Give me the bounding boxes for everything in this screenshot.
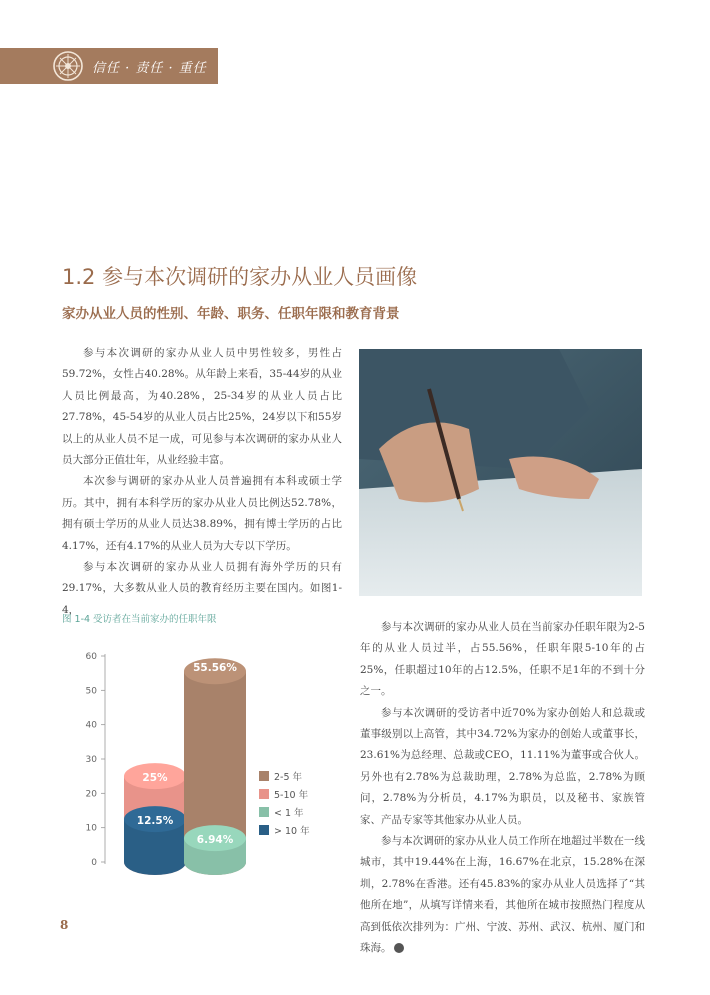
end-mark-icon [394, 943, 404, 953]
legend-swatch [259, 807, 269, 817]
page-number: 8 [60, 918, 69, 932]
y-tick-label: 40 [85, 720, 97, 731]
legend-label: 5-10 年 [274, 790, 309, 801]
paragraph: 参与本次调研的家办从业人员中男性较多，男性占59.72%，女性占40.28%。从年龄上来看，35-44岁的从业人员比例最高，为40.28%，25-34岁的从业人员占比27.78%，45-54岁的从业人员占比25%，24岁以下和55岁以上的从业人员不足一成，可见参与本次调研的家办从业人员大部分正值壮年，从业经验丰富。 [62, 347, 342, 467]
y-tick-label: 60 [85, 652, 97, 662]
tenure-bar-chart [62, 625, 352, 905]
figure-caption: 图 1-4 受访者在当前家办的任职年限 [62, 614, 217, 625]
paragraph: 参与本次调研的家办从业人员在当前家办任职年限为2-5年的从业人员过半，占55.56%，任职年限5-10年的占25%，任职超过10年的占12.5%，任职不足1年的不到十分之一。 [360, 621, 645, 698]
legend-swatch [259, 825, 269, 835]
right-column [360, 617, 645, 960]
section-subtitle: 家办从业人员的性别、年龄、职务、任职年限和教育背景 [62, 306, 400, 322]
legend-label: < 1 年 [274, 808, 304, 819]
y-tick-label: 30 [85, 755, 97, 765]
legend-label: 2-5 年 [274, 772, 303, 783]
paragraph: 参与本次调研的受访者中近70%为家办创始人和总裁或董事级别以上高管，其中34.72%为家办的创始人或董事长，23.61%为总经理、总裁或CEO，11.11%为董事或合伙人。另外也有2.78%为总裁助理，2.78%为总监，2.78%为顾问，2.78%为分析员，4.17%为职员，以及秘书、家族管家、产品专家等其他家办从业人员。 [360, 706, 645, 826]
legend-swatch [259, 789, 269, 799]
bar-5-10-label: 25% [142, 772, 168, 785]
ornament-emblem-icon [52, 50, 84, 82]
section-title: 1.2 参与本次调研的家办从业人员画像 [62, 265, 418, 289]
legend-label: > 10 年 [274, 826, 310, 837]
paragraph-text: 参与本次调研的家办从业人员工作所在地超过半数在一线城市，其中19.44%在上海，16.67%在北京，15.28%在深圳，2.78%在香港。还有45.83%的家办从业人员选择了“其他所在地”，从填写详情来看，其他所在城市按照热门程度从高到低依次排列为：广州、宁波、苏州、武汉、杭州、厦门和珠海。 [360, 835, 645, 955]
left-column [62, 343, 342, 621]
paragraph: 本次参与调研的家办从业人员普遍拥有本科或硕士学历。其中，拥有本科学历的家办从业人员比例达52.78%，拥有硕士学历的从业人员达38.89%，拥有博士学历的占比4.17%，还有4.17%的从业人员为大专以下学历。 [62, 475, 342, 552]
paragraph: 参与本次调研的家办从业人员拥有海外学历的只有29.17%，大多数从业人员的教育经历主要在国内。如图1-4， [62, 561, 342, 616]
photo-hand-writing [359, 349, 642, 596]
legend-swatch [259, 771, 269, 781]
header-banner [0, 48, 218, 84]
y-tick-label: 20 [85, 789, 97, 800]
y-tick-label: 50 [85, 686, 97, 697]
bar-2-5-label: 55.56% [193, 662, 237, 675]
bar-under-1-label: 6.94% [196, 834, 234, 847]
header-motto: 信任 · 责任 · 重任 [92, 61, 207, 76]
bar-over-10-label: 12.5% [136, 815, 174, 828]
y-tick-label: 0 [91, 858, 97, 868]
y-tick-label: 10 [85, 823, 97, 834]
paragraph [360, 831, 645, 959]
